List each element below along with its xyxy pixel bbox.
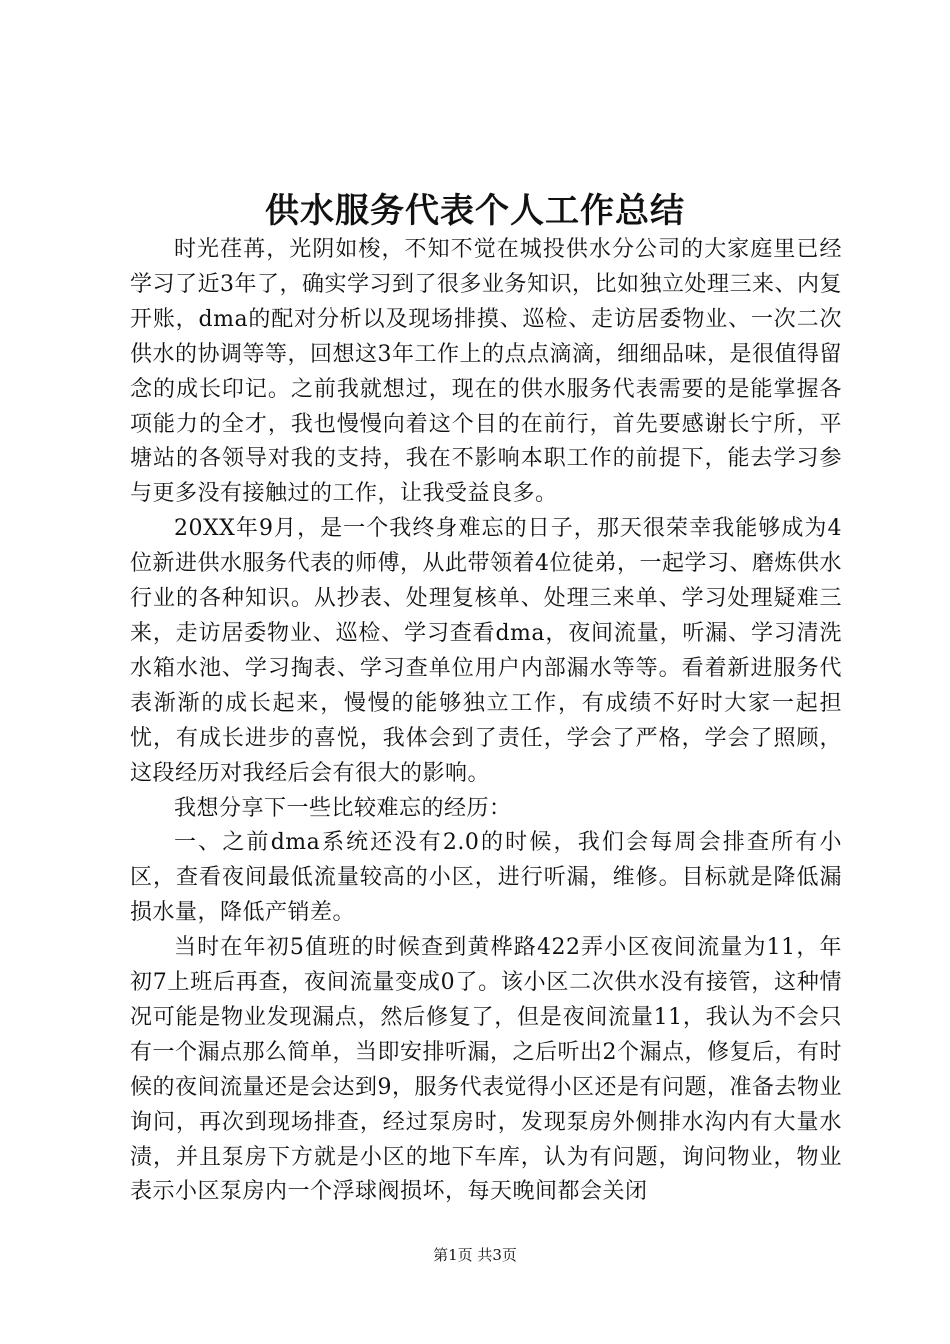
paragraph: 时光荏苒，光阴如梭，不知不觉在城投供水分公司的大家庭里已经学习了近3年了，确实学习到了很多业务知识，比如独立处理三来、内复开账，dma的配对分析以及现场排摸、巡检、走访居委物业、一次二次供水的协调等等，回想这3年工作上的点点滴滴，细细品味，是很值得留念的成长印记。之前我就想过，现在的供水服务代表需要的是能掌握各项能力的全才，我也慢慢向着这个目的在前行，首先要感谢长宁所，平塘站的各领导对我的支持，我在不影响本职工作的前提下，能去学习参与更多没有接触过的工作，让我受益良多。 (130, 237, 842, 507)
paragraph: 当时在年初5值班的时候查到黄桦路422弄小区夜间流量为11，年初7上班后再查，夜间流量变成0了。该小区二次供水没有接管，这种情况可能是物业发现漏点，然后修复了，但是夜间流量11，我认为不会只有一个漏点那么简单，当即安排听漏，之后听出2个漏点，修复后，有时候的夜间流量还是会达到9，服务代表觉得小区还是有问题，准备去物业询问，再次到现场排查，经过泵房时，发现泵房外侧排水沟内有大量水渍，并且泵房下方就是小区的地下车库，认为有问题，询问物业，物业表示小区泵房内一个浮球阀损坏，每天晚间都会关闭 (130, 935, 842, 1205)
paragraph: 一、之前dma系统还没有2.0的时候，我们会每周会排查所有小区，查看夜间最低流量较高的小区，进行听漏，维修。目标就是降低漏损水量，降低产销差。 (130, 830, 842, 926)
document-title: 供水服务代表个人工作总结 (265, 191, 685, 231)
page-number-footer: 第1页 共3页 (433, 1246, 517, 1264)
paragraph: 20XX年9月，是一个我终身难忘的日子，那天很荣幸我能够成为4位新进供水服务代表的师傅，从此带领着4位徒弟，一起学习、磨炼供水行业的各种知识。从抄表、处理复核单、处理三来单、学习处理疑难三来，走访居委物业、巡检、学习查看dma，夜间流量，听漏、学习清洗水箱水池、学习掏表、学习查单位用户内部漏水等等。看着新进服务代表渐渐的成长起来，慢慢的能够独立工作，有成绩不好时大家一起担忧，有成长进步的喜悦，我体会到了责任，学会了严格，学会了照顾，这段经历对我经后会有很大的影响。 (130, 516, 842, 786)
paragraph: 我想分享下一些比较难忘的经历： (174, 795, 512, 821)
document-body (130, 233, 842, 1210)
